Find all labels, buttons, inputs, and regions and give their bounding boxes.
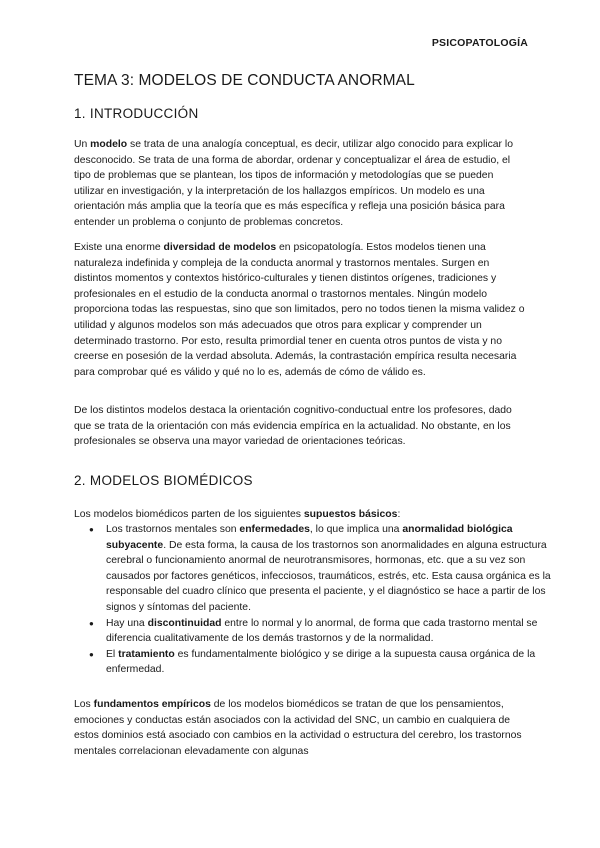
list-item: ● El tratamiento es fundamentalmente biológico y se dirige a la supuesta causa orgánica de la enfermedad.	[106, 647, 558, 678]
bullet-list-supuestos	[74, 522, 558, 678]
list-item: ● Los trastornos mentales son enfermedades, lo que implica una anormalidad biológica subyacente. De esta forma, la causa de los trastornos son anormalidades en alguna estructura cerebral o funcionamiento anormal de neurotransmisores, hormonas, etc. que a su vez son causados por factores genéticos, infecciosos, traumáticos, estrés, etc. Esta causa orgánica es la responsable del cuadro clínico que presenta el paciente, y el diagnóstico se hace a partir de los signos y síntomas del paciente.	[106, 522, 558, 616]
paragraph-supuestos-intro: Los modelos biomédicos parten de los siguientes supuestos básicos:	[74, 509, 401, 520]
list-item: ● Hay una discontinuidad entre lo normal y lo anormal, de forma que cada trastorno mental se diferencia cualitativamente de los demás trastornos y de la normalidad.	[106, 616, 558, 647]
section-heading-introduccion: 1. INTRODUCCIÓN	[74, 106, 199, 121]
paragraph-modelo: Un modelo se trata de una analogía conceptual, es decir, utilizar algo conocido para explicar lo desconocido. Se trata de una forma de abordar, ordenar y conceptualizar el área de estudio, el tipo de problemas que se plantean, los tipos de información y metodologías que se pueden utilizar en investigación, y la interpretación de los hallazgos empíricos. Un modelo es una orientación más amplia que la teoría que es más específica y refleja una posición básica para entender un problema o conjunto de problemas concretos.	[74, 139, 513, 228]
section-heading-modelos-biomedicos: 2. MODELOS BIOMÉDICOS	[74, 473, 253, 488]
paragraph-fundamentos-empiricos: Los fundamentos empíricos de los modelos biomédicos se tratan de que los pensamientos, emociones y conductas están asociados con la actividad del SNC, un cambio en cualquiera de estos dominios está asociado con cambios en la actividad o estructura del cerebro, los trastornos mentales correlacionan elevadamente con algunas	[74, 699, 522, 757]
document-title: TEMA 3: MODELOS DE CONDUCTA ANORMAL	[74, 72, 415, 89]
paragraph-diversidad: Existe una enorme diversidad de modelos en psicopatología. Estos modelos tienen una naturaleza indefinida y compleja de la conducta anormal y trastornos mentales. Surgen en distintos momentos y contextos histórico-culturales y tienen distintos orígenes, tradiciones y profesionales en el estudio de la conducta anormal o trastornos mentales. Ningún modelo proporciona todas las respuestas, sino que son limitados, pero no todos tienen la misma validez o utilidad y algunos modelos son más adecuados que otros para explicar y comprender un determinado trastorno. Por esto, resulta primordial tener en cuenta otros puntos de vista y no creerse en posesión de la verdad absoluta. Además, la contrastación empírica resulta necesaria para comprobar qué es válido y qué no lo es, además de cómo de válido es.	[74, 242, 525, 378]
running-header: PSICOPATOLOGÍA	[431, 37, 528, 49]
paragraph-orientacion: De los distintos modelos destaca la orientación cognitivo-conductual entre los profesores, dado que se trata de la orientación con más evidencia empírica en la actualidad. No obstante, en los profesionales se observa una mayor variedad de orientaciones teóricas.	[74, 405, 512, 448]
